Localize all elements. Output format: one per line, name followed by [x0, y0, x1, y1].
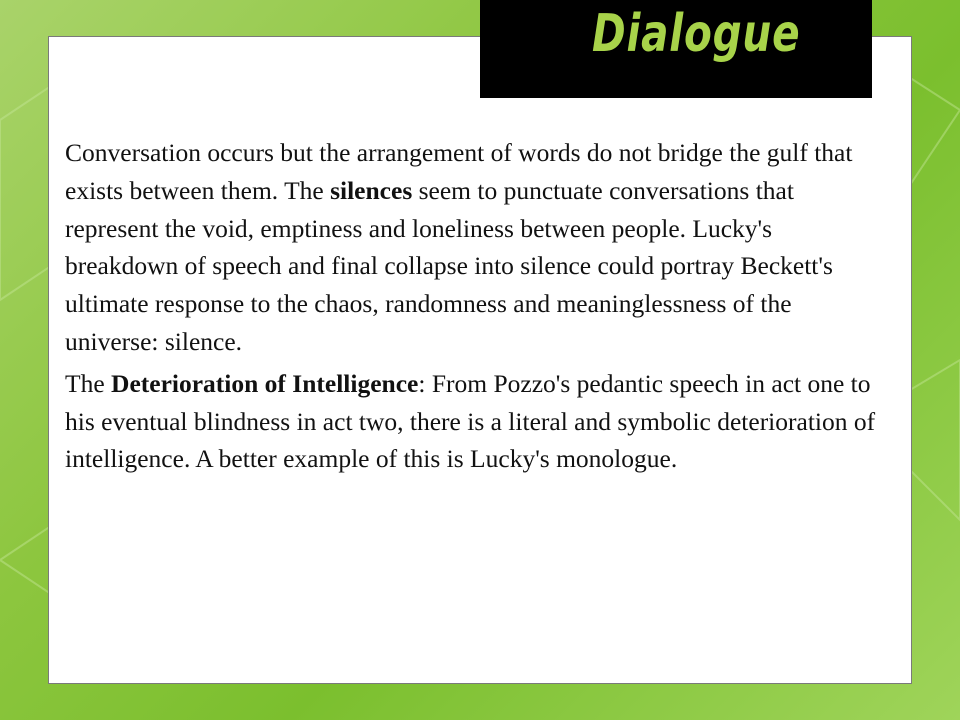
keyword-deterioration: Deterioration of Intelligence	[111, 368, 419, 398]
paragraph-silences	[65, 134, 885, 361]
keyword-silences: silences	[330, 175, 413, 205]
paragraph-2-text-b: : From Pozzo's pedantic speech in act one to his eventual blindness in act two, there is a literal and symbolic deterioration of intelligence. A better example of this is Lucky's monologue.	[65, 368, 876, 474]
paragraph-2-text-a: The	[65, 368, 112, 398]
body-text	[65, 134, 885, 482]
paragraph-1-text-b: seem to punctuate conversations that represent the void, emptiness and loneliness between people. Lucky's breakdown of speech and final collapse into silence could portray Beckett's ultimate response to the chaos, randomness and meaninglessness of the universe: silence.	[65, 175, 833, 356]
slide-title: Dialogue	[592, 4, 801, 64]
paragraph-deterioration	[65, 365, 885, 478]
paragraph-1-text-a: Conversation occurs but the arrangement of words do not bridge the gulf that exists between them. The	[65, 138, 853, 205]
title-banner	[480, 0, 872, 98]
